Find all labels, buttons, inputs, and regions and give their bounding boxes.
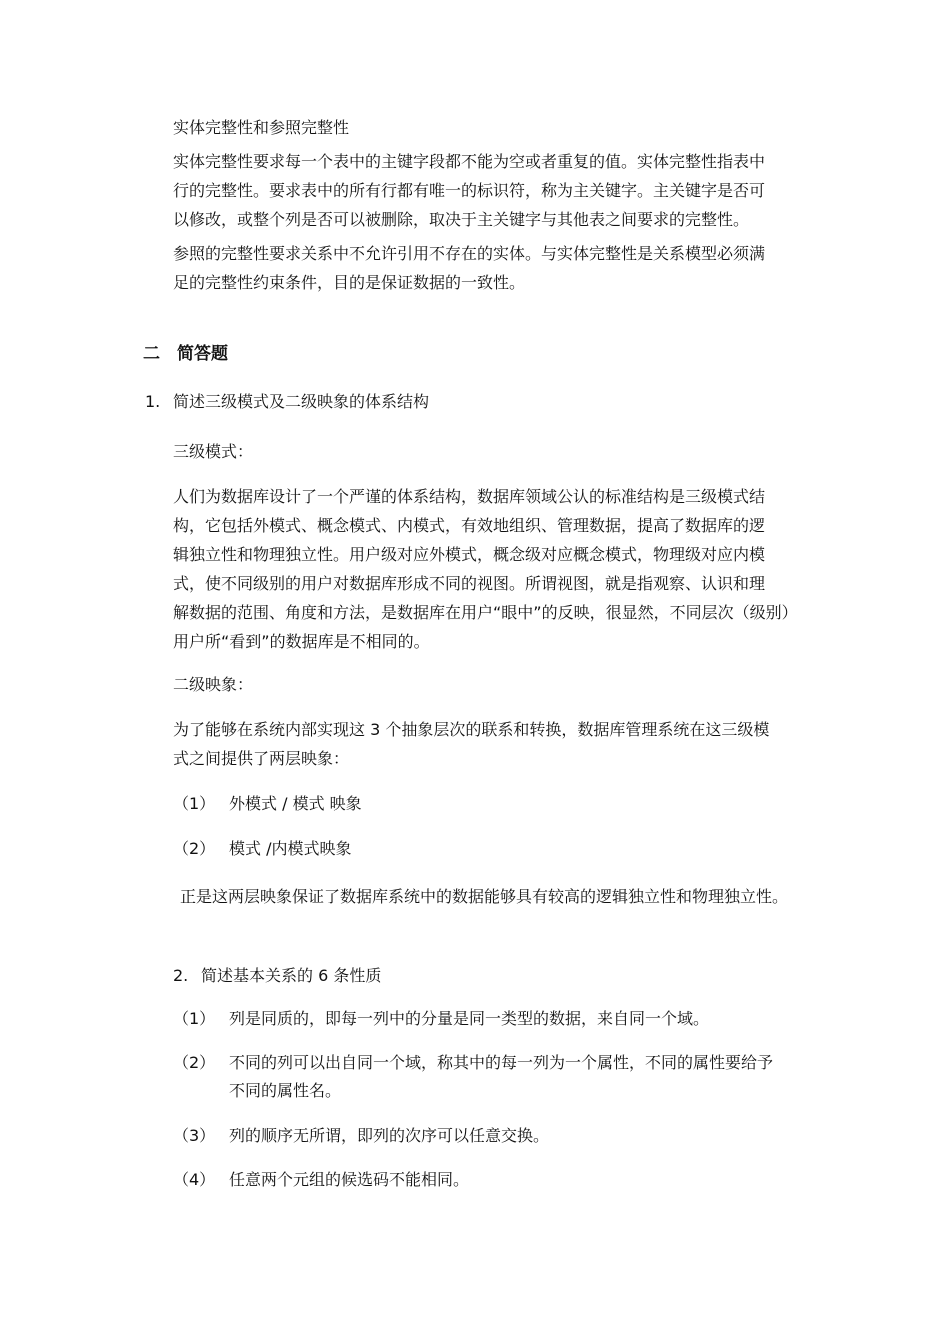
list-item-text: 外模式 / 模式 映象 xyxy=(229,794,362,813)
list-item-text: 模式 /内模式映象 xyxy=(229,839,352,858)
list-item-text: 任意两个元组的候选码不能相同。 xyxy=(229,1170,470,1189)
list-item-number: （2） xyxy=(173,1053,216,1072)
paragraph-line: 参照的完整性要求关系中不允许引用不存在的实体。与实体完整性是关系模型必须满 xyxy=(173,244,766,263)
paragraph-line: 为了能够在系统内部实现这 3 个抽象层次的联系和转换，数据库管理系统在这三级模 xyxy=(173,720,770,739)
paragraph-line: 人们为数据库设计了一个严谨的体系结构，数据库领域公认的标准结构是三级模式结 xyxy=(173,487,766,506)
question-number: 1. xyxy=(145,392,161,411)
list-item-text: 列是同质的，即每一列中的分量是同一类型的数据，来自同一个域。 xyxy=(229,1009,710,1028)
paragraph-line: 用户所“看到”的数据库是不相同的。 xyxy=(173,632,430,651)
paragraph-line: 足的完整性约束条件，目的是保证数据的一致性。 xyxy=(173,273,526,292)
list-item-number: （4） xyxy=(173,1170,216,1189)
paragraph-line: 行的完整性。要求表中的所有行都有唯一的标识符，称为主关键字。主关键字是否可 xyxy=(173,181,766,200)
question-title: 简述三级模式及二级映象的体系结构 xyxy=(173,392,430,411)
list-item-text: 不同的属性名。 xyxy=(229,1081,342,1100)
subheading: 三级模式： xyxy=(173,442,254,461)
question-title: 简述基本关系的 6 条性质 xyxy=(201,966,382,985)
paragraph-line: 式，使不同级别的用户对数据库形成不同的视图。所谓视图，就是指观察、认识和理 xyxy=(173,574,766,593)
list-item-number: （1） xyxy=(173,794,216,813)
paragraph-line: 以修改，或整个列是否可以被删除，取决于主关键字与其他表之间要求的完整性。 xyxy=(173,210,750,229)
section-heading: 实体完整性和参照完整性 xyxy=(173,118,350,137)
paragraph-line: 构，它包括外模式、概念模式、内模式，有效地组织、管理数据，提高了数据库的逻 xyxy=(173,516,766,535)
section-number: 二 xyxy=(143,344,160,364)
paragraph-line: 解数据的范围、角度和方法，是数据库在用户“眼中”的反映，很显然，不同层次（级别） xyxy=(173,603,798,622)
paragraph-line: 实体完整性要求每一个表中的主键字段都不能为空或者重复的值。实体完整性指表中 xyxy=(173,152,766,171)
conclusion-line: 正是这两层映象保证了数据库系统中的数据能够具有较高的逻辑独立性和物理独立性。 xyxy=(180,887,789,906)
subheading: 二级映象： xyxy=(173,675,254,694)
list-item-text: 不同的列可以出自同一个域，称其中的每一列为一个属性，不同的属性要给予 xyxy=(229,1053,774,1072)
paragraph-line: 辑独立性和物理独立性。用户级对应外模式，概念级对应概念模式，物理级对应内模 xyxy=(173,545,766,564)
section-title: 简答题 xyxy=(177,344,228,364)
list-item-number: （1） xyxy=(173,1009,216,1028)
question-number: 2. xyxy=(173,966,189,985)
paragraph-line: 式之间提供了两层映象： xyxy=(173,749,350,768)
list-item-text: 列的顺序无所谓，即列的次序可以任意交换。 xyxy=(229,1126,550,1145)
list-item-number: （2） xyxy=(173,839,216,858)
list-item-number: （3） xyxy=(173,1126,216,1145)
